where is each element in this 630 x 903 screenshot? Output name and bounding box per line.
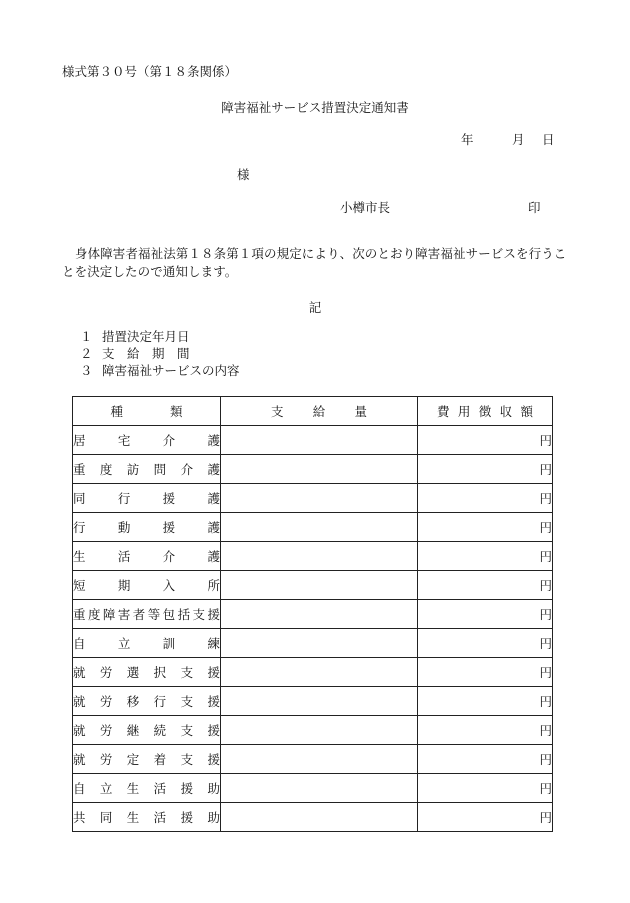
service-type-label: 就 労 移 行 支 援 bbox=[73, 694, 220, 709]
list-item bbox=[80, 362, 240, 379]
service-type-cell bbox=[73, 571, 221, 600]
service-type-cell bbox=[73, 542, 221, 571]
supply-amount-cell[interactable] bbox=[221, 687, 418, 716]
fee-amount-cell[interactable] bbox=[418, 803, 553, 832]
date-month: 月 bbox=[512, 132, 525, 147]
service-type-label: 行 動 援 護 bbox=[73, 520, 220, 535]
service-table bbox=[72, 396, 553, 832]
list-item-label: 支 給 期 間 bbox=[102, 346, 190, 361]
table-row bbox=[73, 687, 553, 716]
list-item-number: １ bbox=[80, 329, 93, 344]
date-day: 日 bbox=[542, 132, 555, 147]
service-type-cell bbox=[73, 513, 221, 542]
supply-amount-cell[interactable] bbox=[221, 658, 418, 687]
supply-amount-cell[interactable] bbox=[221, 629, 418, 658]
header-amount-text: 支 給 量 bbox=[271, 404, 367, 419]
supply-amount-cell[interactable] bbox=[221, 426, 418, 455]
supply-amount-cell[interactable] bbox=[221, 455, 418, 484]
table-row bbox=[73, 542, 553, 571]
item-list bbox=[80, 328, 240, 379]
table-row bbox=[73, 513, 553, 542]
yen-unit: 円 bbox=[539, 520, 552, 535]
service-type-label: 共 同 生 活 援 助 bbox=[73, 810, 220, 825]
yen-unit: 円 bbox=[539, 433, 552, 448]
service-type-label: 生 活 介 護 bbox=[73, 549, 220, 564]
yen-unit: 円 bbox=[539, 578, 552, 593]
issuer: 小樽市長 bbox=[340, 200, 391, 215]
fee-amount-cell[interactable] bbox=[418, 629, 553, 658]
service-type-label: 重 度 障 害 者 等 包 括 支 援 bbox=[73, 607, 220, 622]
yen-unit: 円 bbox=[539, 549, 552, 564]
fee-amount-cell[interactable] bbox=[418, 513, 553, 542]
table-row bbox=[73, 455, 553, 484]
header-type-text: 種 類 bbox=[110, 404, 183, 419]
service-type-label: 就 労 選 択 支 援 bbox=[73, 665, 220, 680]
header-fee bbox=[418, 397, 553, 426]
service-type-label: 同 行 援 護 bbox=[73, 491, 220, 506]
fee-amount-cell[interactable] bbox=[418, 426, 553, 455]
supply-amount-cell[interactable] bbox=[221, 542, 418, 571]
service-type-cell bbox=[73, 745, 221, 774]
supply-amount-cell[interactable] bbox=[221, 600, 418, 629]
fee-amount-cell[interactable] bbox=[418, 571, 553, 600]
table-row bbox=[73, 774, 553, 803]
notice-body: 身体障害者福祉法第１８条第１項の規定により、次のとおり障害福祉サービスを行うことを決定したので通知します。 bbox=[62, 246, 567, 279]
service-type-cell bbox=[73, 803, 221, 832]
supply-amount-cell[interactable] bbox=[221, 716, 418, 745]
fee-amount-cell[interactable] bbox=[418, 455, 553, 484]
fee-amount-cell[interactable] bbox=[418, 658, 553, 687]
table-row bbox=[73, 716, 553, 745]
yen-unit: 円 bbox=[539, 781, 552, 796]
table-row bbox=[73, 629, 553, 658]
fee-amount-cell[interactable] bbox=[418, 687, 553, 716]
service-type-cell bbox=[73, 658, 221, 687]
yen-unit: 円 bbox=[539, 723, 552, 738]
yen-unit: 円 bbox=[539, 694, 552, 709]
fee-amount-cell[interactable] bbox=[418, 600, 553, 629]
table-row bbox=[73, 745, 553, 774]
list-item-number: ２ bbox=[80, 346, 93, 361]
yen-unit: 円 bbox=[539, 462, 552, 477]
header-fee-text: 費 用 徴 収 額 bbox=[437, 404, 533, 419]
header-amount bbox=[221, 397, 418, 426]
service-type-label: 自 立 生 活 援 助 bbox=[73, 781, 220, 796]
yen-unit: 円 bbox=[539, 752, 552, 767]
list-item-number: ３ bbox=[80, 363, 93, 378]
supply-amount-cell[interactable] bbox=[221, 571, 418, 600]
service-type-label: 自 立 訓 練 bbox=[73, 636, 220, 651]
service-type-cell bbox=[73, 455, 221, 484]
list-item-label: 障害福祉サービスの内容 bbox=[102, 363, 240, 378]
service-type-cell bbox=[73, 774, 221, 803]
yen-unit: 円 bbox=[539, 607, 552, 622]
ki-heading: 記 bbox=[308, 300, 322, 315]
yen-unit: 円 bbox=[539, 810, 552, 825]
service-type-cell bbox=[73, 484, 221, 513]
table-row bbox=[73, 658, 553, 687]
table-row bbox=[73, 426, 553, 455]
supply-amount-cell[interactable] bbox=[221, 803, 418, 832]
fee-amount-cell[interactable] bbox=[418, 484, 553, 513]
document-title: 障害福祉サービス措置決定通知書 bbox=[221, 100, 409, 115]
service-type-label: 居 宅 介 護 bbox=[73, 433, 220, 448]
service-type-label: 就 労 継 続 支 援 bbox=[73, 723, 220, 738]
header-type bbox=[73, 397, 221, 426]
list-item bbox=[80, 328, 240, 345]
supply-amount-cell[interactable] bbox=[221, 513, 418, 542]
yen-unit: 円 bbox=[539, 636, 552, 651]
table-row bbox=[73, 803, 553, 832]
service-type-label: 重 度 訪 問 介 護 bbox=[73, 462, 220, 477]
service-type-cell bbox=[73, 426, 221, 455]
service-type-cell bbox=[73, 687, 221, 716]
supply-amount-cell[interactable] bbox=[221, 774, 418, 803]
table-row bbox=[73, 571, 553, 600]
date-year: 年 bbox=[461, 132, 474, 147]
fee-amount-cell[interactable] bbox=[418, 542, 553, 571]
addressee-suffix: 様 bbox=[237, 167, 250, 182]
service-type-cell bbox=[73, 629, 221, 658]
form-number: 様式第３０号（第１８条関係） bbox=[62, 64, 238, 79]
table-header-row bbox=[73, 397, 553, 426]
supply-amount-cell[interactable] bbox=[221, 745, 418, 774]
table-row bbox=[73, 484, 553, 513]
service-type-cell bbox=[73, 716, 221, 745]
list-item-label: 措置決定年月日 bbox=[102, 329, 190, 344]
seal-mark: 印 bbox=[528, 200, 541, 215]
yen-unit: 円 bbox=[539, 491, 552, 506]
fee-amount-cell[interactable] bbox=[418, 745, 553, 774]
table-row bbox=[73, 600, 553, 629]
fee-amount-cell[interactable] bbox=[418, 716, 553, 745]
service-type-label: 短 期 入 所 bbox=[73, 578, 220, 593]
list-item bbox=[80, 345, 240, 362]
supply-amount-cell[interactable] bbox=[221, 484, 418, 513]
service-type-label: 就 労 定 着 支 援 bbox=[73, 752, 220, 767]
fee-amount-cell[interactable] bbox=[418, 774, 553, 803]
service-type-cell bbox=[73, 600, 221, 629]
yen-unit: 円 bbox=[539, 665, 552, 680]
